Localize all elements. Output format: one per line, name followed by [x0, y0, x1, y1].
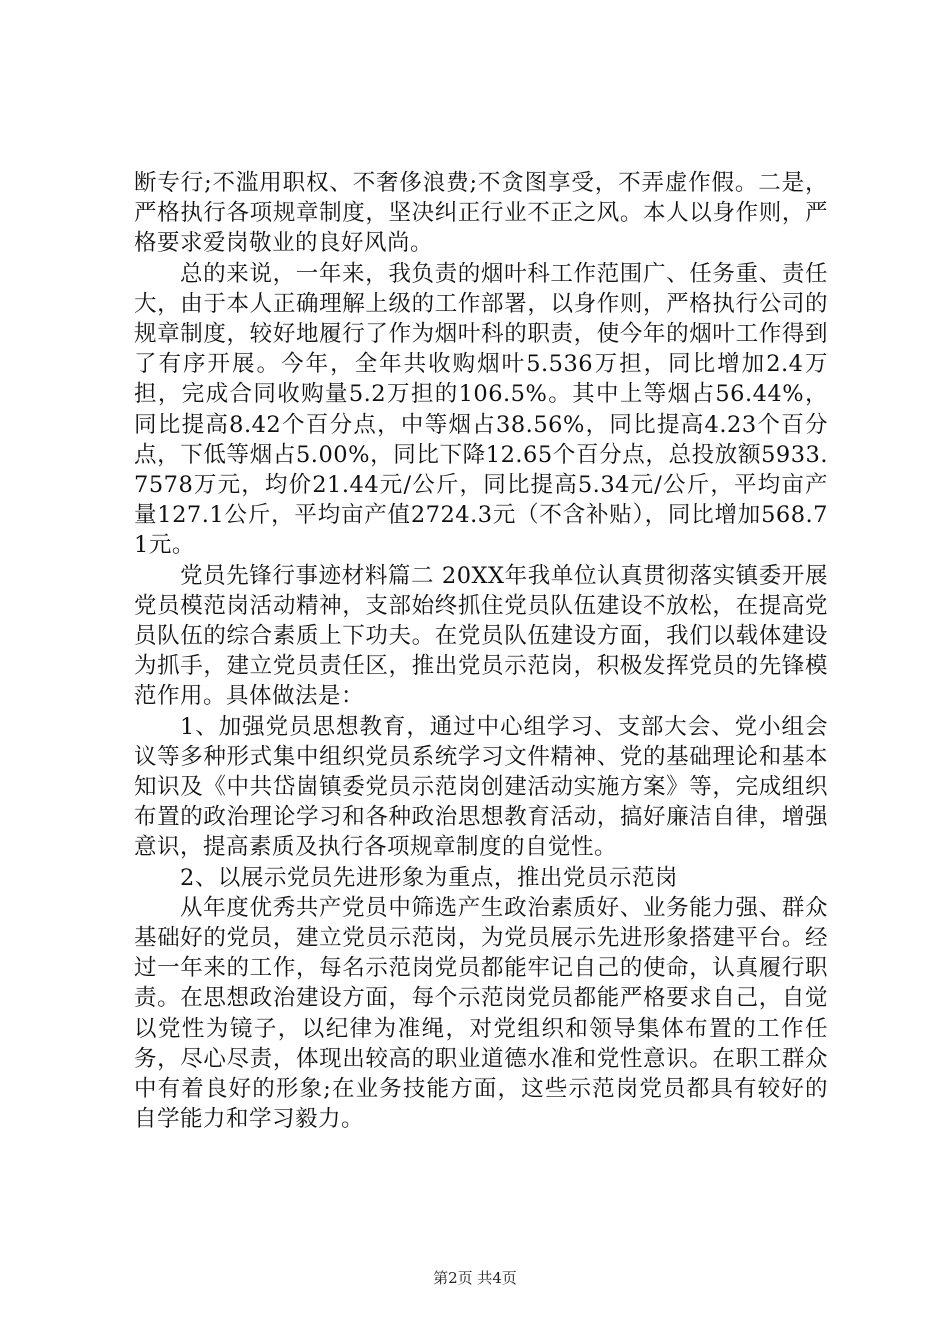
page-footer: [0, 1268, 950, 1288]
document-body: [134, 168, 828, 1135]
paragraph-item-two-body: 从年度优秀共产党员中筛选产生政治素质好、业务能力强、群众基础好的党员，建立党员示范岗，为党员展示先进形象搭建平台。经过一年来的工作，每名示范岗党员都能牢记自己的使命，认真履行职责。在思想政治建设方面，每个示范岗党员都能严格要求自己，自觉以党性为镜子，以纪律为准绳，对党组织和领导集体布置的工作任务，尽心尽责，体现出较高的职业道德水准和党性意识。在职工群众中有着良好的形象;在业务技能方面，这些示范岗党员都具有较好的自学能力和学习毅力。: [134, 894, 828, 1133]
paragraph-continuation: 断专行;不滥用职权、不奢侈浪费;不贪图享受，不弄虚作假。二是，严格执行各项规章制度，坚决纠正行业不正之风。本人以身作则，严格要求爱岗敬业的良好风尚。: [134, 170, 828, 257]
paragraph-item-two-heading: 2、以展示党员先进形象为重点，推出党员示范岗: [180, 864, 678, 891]
paragraph-item-one: 1、加强党员思想教育，通过中心组学习、支部大会、党小组会议等多种形式集中组织党员系统学习文件精神、党的基础理论和基本知识及《中共岱崮镇委党员示范岗创建活动实施方案》等，完成组织布置的政治理论学习和各种政治思想教育活动，搞好廉洁自律，增强意识，提高素质及执行各项规章制度的自觉性。: [134, 713, 828, 861]
paragraph-section-two-intro: 党员先锋行事迹材料篇二 20XX年我单位认真贯彻落实镇委开展党员模范岗活动精神，支部始终抓住党员队伍建设不放松，在提高党员队伍的综合素质上下功夫。在党员队伍建设方面，我们以载体建设为抓手，建立党员责任区，推出党员示范岗，积极发挥党员的先锋模范作用。具体做法是：: [134, 562, 828, 710]
page-number-label: 第2页 共4页: [433, 1269, 517, 1287]
paragraph-summary: 总的来说，一年来，我负责的烟叶科工作范围广、任务重、责任大，由于本人正确理解上级的工作部署，以身作则，严格执行公司的规章制度，较好地履行了作为烟叶科的职责，使今年的烟叶工作得到了有序开展。今年，全年共收购烟叶5.536万担，同比增加2.4万担，完成合同收购量5.2万担的106.5%。其中上等烟占56.44%，同比提高8.42个百分点，中等烟占38.56%，同比提高4.23个百分点，下低等烟占5.00%，同比下降12.65个百分点，总投放额5933.7578万元，均价21.44元/公斤，同比提高5.34元/公斤，平均亩产量127.1公斤，平均亩产值2724.3元（不含补贴），同比增加568.71元。: [134, 260, 828, 559]
